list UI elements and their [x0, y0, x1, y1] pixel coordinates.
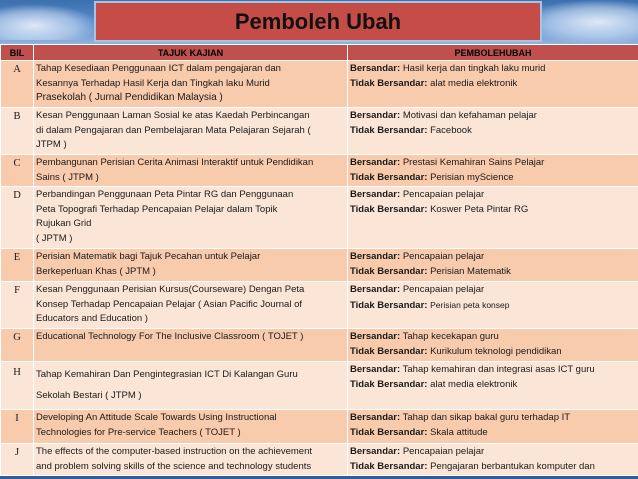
cell-bil: A	[1, 61, 34, 108]
tidak-bersandar-value: Perisian peta konsep	[430, 299, 510, 310]
cell-tajuk-kajian	[34, 61, 348, 108]
bersandar-line	[350, 188, 636, 203]
cell-pembolehubah	[348, 444, 638, 476]
tidak-bersandar-value: alat media elektronik	[430, 77, 518, 89]
bersandar-label: Bersandar:	[350, 446, 401, 458]
cell-tajuk-kajian	[34, 249, 348, 282]
bersandar-label: Bersandar:	[350, 284, 401, 296]
header-bil: BIL	[1, 45, 34, 61]
tajuk-line: Peta Topografi Terhadap Pencapaian Pelajar dalam Topik	[36, 203, 278, 215]
cell-pembolehubah	[348, 187, 638, 249]
cell-pembolehubah	[348, 108, 638, 155]
tajuk-line: Technologies for Pre-service Teachers ( TOJET )	[36, 426, 241, 438]
variables-table	[0, 44, 638, 476]
cell-bil: D	[1, 187, 34, 249]
cell-tajuk-kajian	[34, 187, 348, 249]
bersandar-value: Hasil kerja dan tingkah laku murid	[402, 63, 546, 74]
cell-bil: G	[1, 329, 34, 362]
bersandar-line	[350, 363, 636, 378]
tidak-bersandar-label: Tidak Bersandar:	[350, 77, 428, 89]
cell-bil: E	[1, 249, 34, 282]
table-row	[1, 282, 638, 329]
cell-bil: F	[1, 282, 34, 329]
table-header-row	[1, 45, 638, 61]
bersandar-label: Bersandar:	[350, 331, 401, 343]
cell-pembolehubah	[348, 155, 638, 187]
tajuk-line: Kesan Penggunaan Perisian Kursus(Courseware) Dengan Peta	[36, 284, 305, 296]
tidak-bersandar-value: Facebook	[430, 124, 472, 136]
tidak-bersandar-value: Perisian Matematik	[430, 265, 511, 277]
tidak-bersandar-value: Perisian myScience	[430, 171, 514, 183]
tidak-bersandar-line	[350, 426, 636, 441]
tajuk-line: JTPM )	[36, 139, 67, 151]
tidak-bersandar-label: Tidak Bersandar:	[350, 265, 428, 277]
cell-pembolehubah	[348, 282, 638, 329]
bersandar-value: Motivasi dan kefahaman pelajar	[402, 110, 537, 121]
bersandar-value: Prestasi Kemahiran Sains Pelajar	[402, 157, 545, 168]
cloud-decoration-left	[0, 4, 100, 40]
tajuk-line: ( JPTM )	[36, 232, 73, 244]
tidak-bersandar-label: Tidak Bersandar:	[350, 203, 428, 215]
tidak-bersandar-label: Tidak Bersandar:	[350, 378, 428, 390]
tidak-bersandar-line	[350, 124, 636, 139]
tidak-bersandar-line	[350, 171, 636, 186]
title-banner	[94, 1, 542, 42]
cell-bil: J	[1, 444, 34, 476]
tidak-bersandar-label: Tidak Bersandar:	[350, 299, 428, 311]
bersandar-value: Pencapaian pelajar	[402, 446, 485, 458]
table-row	[1, 249, 638, 282]
bersandar-label: Bersandar:	[350, 63, 401, 74]
cell-pembolehubah	[348, 61, 638, 108]
cell-pembolehubah	[348, 362, 638, 410]
bersandar-value: Tahap kecekapan guru	[402, 331, 499, 343]
header-tajuk-kajian: TAJUK KAJIAN	[34, 45, 348, 61]
tidak-bersandar-label: Tidak Bersandar:	[350, 345, 428, 357]
cell-tajuk-kajian	[34, 444, 348, 476]
bersandar-label: Bersandar:	[350, 251, 401, 263]
tajuk-line: Berkeperluan Khas ( JPTM )	[36, 265, 156, 277]
bersandar-value: Pencapaian pelajar	[402, 189, 485, 201]
bersandar-line	[350, 445, 636, 460]
tidak-bersandar-line	[350, 378, 636, 393]
tajuk-line: Sains ( JTPM )	[36, 171, 99, 183]
table-row	[1, 362, 638, 410]
tajuk-line: Rujukan Grid	[36, 218, 92, 230]
cell-tajuk-kajian	[34, 410, 348, 444]
bersandar-line	[350, 62, 636, 77]
tajuk-line: Perbandingan Penggunaan Peta Pintar RG dan Penggunaan	[36, 189, 294, 201]
tidak-bersandar-line	[350, 203, 636, 218]
tidak-bersandar-label: Tidak Bersandar:	[350, 171, 428, 183]
cell-tajuk-kajian	[34, 108, 348, 155]
table-row	[1, 444, 638, 476]
header-pembolehubah: PEMBOLEHUBAH	[348, 45, 638, 61]
bersandar-value: Pencapaian pelajar	[402, 251, 485, 263]
bersandar-value: Pencapaian pelajar	[402, 284, 485, 296]
cell-bil: B	[1, 108, 34, 155]
tajuk-line: di dalam Pengajaran dan Pembelajaran Mata Pelajaran Sejarah (	[36, 124, 311, 136]
tidak-bersandar-value: Skala attitude	[430, 426, 488, 438]
table-row	[1, 329, 638, 362]
cell-tajuk-kajian	[34, 362, 348, 410]
bersandar-label: Bersandar:	[350, 412, 401, 424]
bersandar-line	[350, 411, 636, 426]
table-row	[1, 410, 638, 444]
cell-pembolehubah	[348, 249, 638, 282]
tajuk-line: and problem solving skills of the science and technology students	[36, 460, 312, 472]
bersandar-label: Bersandar:	[350, 157, 401, 168]
cell-pembolehubah	[348, 329, 638, 362]
tajuk-line: Educational Technology For The Inclusive Classroom ( TOJET )	[36, 331, 304, 343]
table-row	[1, 155, 638, 187]
bersandar-label: Bersandar:	[350, 110, 401, 121]
tidak-bersandar-line	[350, 298, 636, 314]
bersandar-line	[350, 156, 636, 171]
tajuk-line: Tahap Kesediaan Penggunaan ICT dalam pengajaran dan	[36, 63, 281, 74]
tajuk-line: Developing An Attitude Scale Towards Using Instructional	[36, 412, 277, 424]
tajuk-line: Konsep Terhadap Pencapaian Pelajar ( Asian Pacific Journal of	[36, 298, 302, 310]
table-row	[1, 61, 638, 108]
tajuk-line: Tahap Kemahiran Dan Pengintegrasian ICT Di Kalangan Guru	[36, 369, 298, 381]
tidak-bersandar-line	[350, 345, 636, 360]
table-row	[1, 108, 638, 155]
tidak-bersandar-line	[350, 265, 636, 280]
tajuk-line: Educators and Education )	[36, 313, 148, 325]
bersandar-label: Bersandar:	[350, 364, 401, 376]
tidak-bersandar-value: Pengajaran berbantukan komputer dan	[430, 460, 595, 472]
tidak-bersandar-value: Kurikulum teknologi pendidikan	[430, 345, 562, 357]
tidak-bersandar-label: Tidak Bersandar:	[350, 460, 428, 472]
cell-bil: H	[1, 362, 34, 410]
bersandar-line	[350, 283, 636, 298]
cell-tajuk-kajian	[34, 282, 348, 329]
tajuk-line: Kesan Penggunaan Laman Sosial ke atas Kaedah Perbincangan	[36, 110, 310, 121]
tidak-bersandar-value: alat media elektronik	[430, 378, 518, 390]
tajuk-line: Prasekolah ( Jurnal Pendidikan Malaysia )	[36, 92, 223, 104]
bersandar-line	[350, 109, 636, 124]
bersandar-value: Tahap dan sikap bakal guru terhadap IT	[402, 412, 571, 424]
table-row	[1, 187, 638, 249]
tajuk-line: Perisian Matematik bagi Tajuk Pecahan untuk Pelajar	[36, 251, 261, 263]
tajuk-line: Pembangunan Perisian Cerita Animasi Interaktif untuk Pendidikan	[36, 157, 314, 168]
bersandar-line	[350, 250, 636, 265]
bersandar-label: Bersandar:	[350, 189, 401, 201]
cell-bil: C	[1, 155, 34, 187]
tidak-bersandar-label: Tidak Bersandar:	[350, 426, 428, 438]
tajuk-line: The effects of the computer-based instruction on the achievement	[36, 446, 313, 458]
tidak-bersandar-value: Koswer Peta Pintar RG	[430, 203, 529, 215]
tidak-bersandar-label: Tidak Bersandar:	[350, 124, 428, 136]
tajuk-line: Sekolah Bestari ( JTPM )	[36, 390, 142, 402]
tidak-bersandar-line	[350, 77, 636, 92]
cell-bil: I	[1, 410, 34, 444]
bersandar-value: Tahap kemahiran dan integrasi asas ICT guru	[402, 364, 595, 376]
cell-pembolehubah	[348, 410, 638, 444]
tajuk-line: Kesannya Terhadap Hasil Kerja dan Tingkah laku Murid	[36, 77, 270, 89]
cell-tajuk-kajian	[34, 329, 348, 362]
tidak-bersandar-line	[350, 460, 636, 475]
page-title: Pemboleh Ubah	[234, 8, 402, 34]
bersandar-line	[350, 330, 636, 345]
cell-tajuk-kajian	[34, 155, 348, 187]
